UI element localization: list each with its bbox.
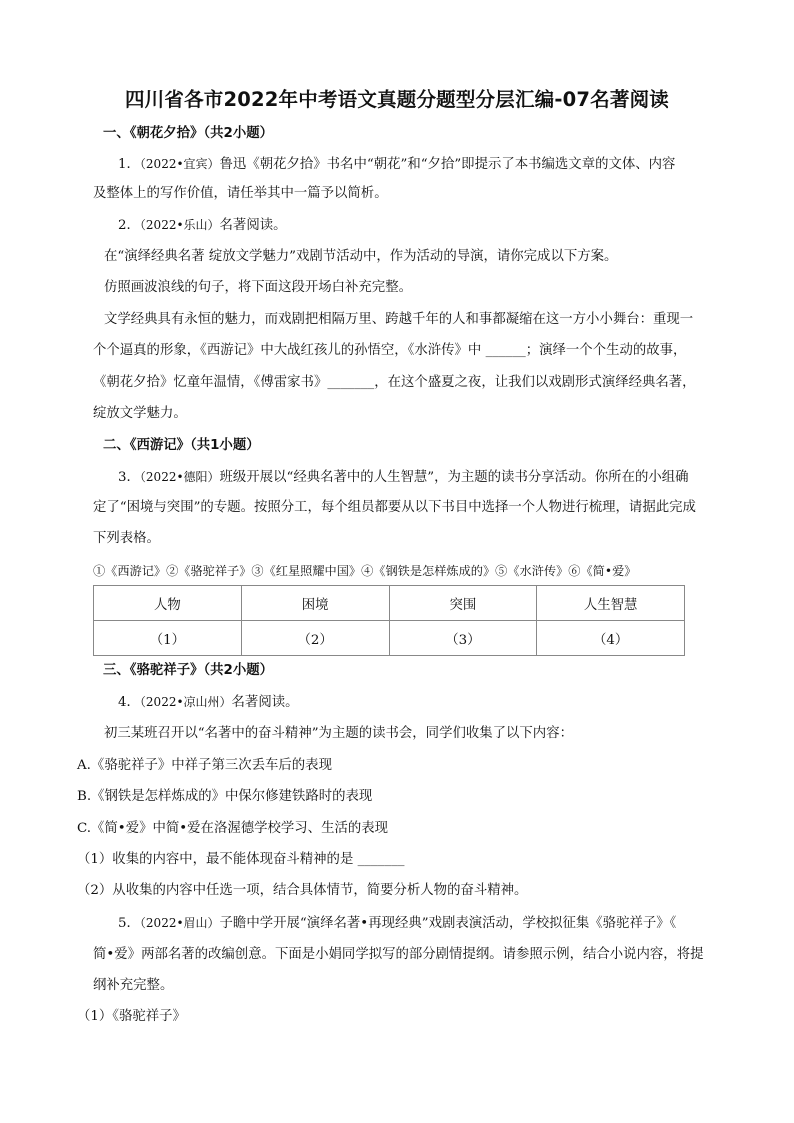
- question-source: （2022•眉山）: [139, 916, 220, 930]
- question-3-line: 定了“困境与突围”的专题。按照分工，每个组员都要从以下书目中选择一个人物进行梳理，请据此完成: [93, 500, 696, 515]
- question-1-first-line: [118, 154, 675, 175]
- question-5-subquestion-1: （1）《骆驼祥子》: [77, 1009, 186, 1024]
- question-2-line: 绽放文学魅力。: [93, 406, 187, 421]
- book-list: ①《西游记》②《骆驼祥子》③《红星照耀中国》④《钢铁是怎样炼成的》⑤《水浒传》⑥《简•爱》: [93, 564, 637, 578]
- question-4-option-b: B.《钢铁是怎样炼成的》中保尔修建铁路时的表现: [77, 789, 373, 804]
- question-4-option-c: C.《简•爱》中简•爱在洛渥德学校学习、生活的表现: [77, 821, 389, 836]
- question-number: 3．: [118, 470, 140, 485]
- table-header-cell: 人物: [94, 586, 242, 621]
- section-heading-1: 一、《朝花夕拾》（共2小题）: [103, 126, 273, 141]
- table-header-cell: 困境: [241, 586, 389, 621]
- question-2-line: 个个逼真的形象，《西游记》中大战红孩儿的孙悟空，《水浒传》中 ______；演绎一个个生动的故事，: [93, 343, 687, 358]
- answer-table: [93, 585, 685, 656]
- table-header-cell: 突围: [389, 586, 537, 621]
- question-1-line: 及整体上的写作价值，请任举其中一篇予以简析。: [93, 186, 388, 201]
- question-source: （2022•乐山）: [139, 218, 220, 232]
- question-number: 2．: [118, 218, 140, 233]
- question-source: （2022•德阳）: [139, 470, 220, 484]
- question-4-option-a: A.《骆驼祥子》中祥子第三次丢车后的表现: [77, 758, 332, 773]
- table-header-row: [94, 586, 685, 621]
- question-text: 班级开展以“经典名著中的人生智慧”，为主题的读书分享活动。你所在的小组确: [219, 470, 689, 485]
- question-4-line: 初三某班召开以“名著中的奋斗精神”为主题的读书会，同学们收集了以下内容：: [104, 726, 573, 741]
- section-heading-3: 三、《骆驼祥子》（共2小题）: [103, 663, 273, 678]
- table-cell: （1）: [94, 621, 242, 656]
- question-2-first-line: [118, 215, 287, 236]
- question-2-line: 在“演绎经典名著 绽放文学魅力”戏剧节活动中，作为活动的导演，请你完成以下方案。: [104, 249, 618, 264]
- question-5-line: 简•爱》两部名著的改编创意。下面是小娟同学拟写的部分剧情提纲。请参照示例，结合小说内容，将提: [93, 947, 704, 962]
- question-4-subquestion-1: （1）收集的内容中，最不能体现奋斗精神的是 _______: [77, 852, 405, 867]
- question-4-subquestion-2: （2）从收集的内容中任选一项，结合具体情节，简要分析人物的奋斗精神。: [77, 883, 528, 898]
- question-2-line: 仿照画波浪线的句子，将下面这段开场白补充完整。: [104, 280, 412, 295]
- question-2-line: 《朝花夕拾》忆童年温情，《傅雷家书》_______，在这个盛夏之夜，让我们以戏剧形式演绎经典名著，: [93, 375, 696, 390]
- question-text: 名著阅读。: [231, 695, 299, 710]
- section-heading-2: 二、《西游记》（共1小题）: [103, 438, 260, 453]
- question-text: 子瞻中学开展“演绎名著•再现经典”戏剧表演活动，学校拟征集《骆驼祥子》《: [219, 916, 677, 931]
- table-cell: （2）: [241, 621, 389, 656]
- question-source: （2022•凉山州）: [139, 695, 232, 709]
- question-text: 名著阅读。: [219, 218, 287, 233]
- table-row: [94, 621, 685, 656]
- question-number: 1．: [118, 157, 140, 172]
- question-source: （2022•宜宾）: [139, 157, 220, 171]
- table-header-cell: 人生智慧: [537, 586, 685, 621]
- table-cell: （3）: [389, 621, 537, 656]
- question-5-first-line: [118, 913, 676, 934]
- question-text: 鲁迅《朝花夕拾》书名中“朝花”和“夕拾”即提示了本书编选文章的文体、内容: [219, 157, 676, 172]
- question-number: 5．: [118, 916, 140, 931]
- question-3-first-line: [118, 467, 689, 488]
- question-3-line: 下列表格。: [93, 531, 160, 546]
- question-number: 4．: [118, 695, 140, 710]
- question-2-line: 文学经典具有永恒的魅力，而戏剧把相隔万里、跨越千年的人和事都凝缩在这一方小小舞台：重现一: [104, 312, 694, 327]
- question-4-first-line: [118, 692, 299, 713]
- document-title: 四川省各市2022年中考语文真题分题型分层汇编-07名著阅读: [124, 88, 669, 111]
- question-5-line: 纲补充完整。: [93, 978, 174, 993]
- table-cell: （4）: [537, 621, 685, 656]
